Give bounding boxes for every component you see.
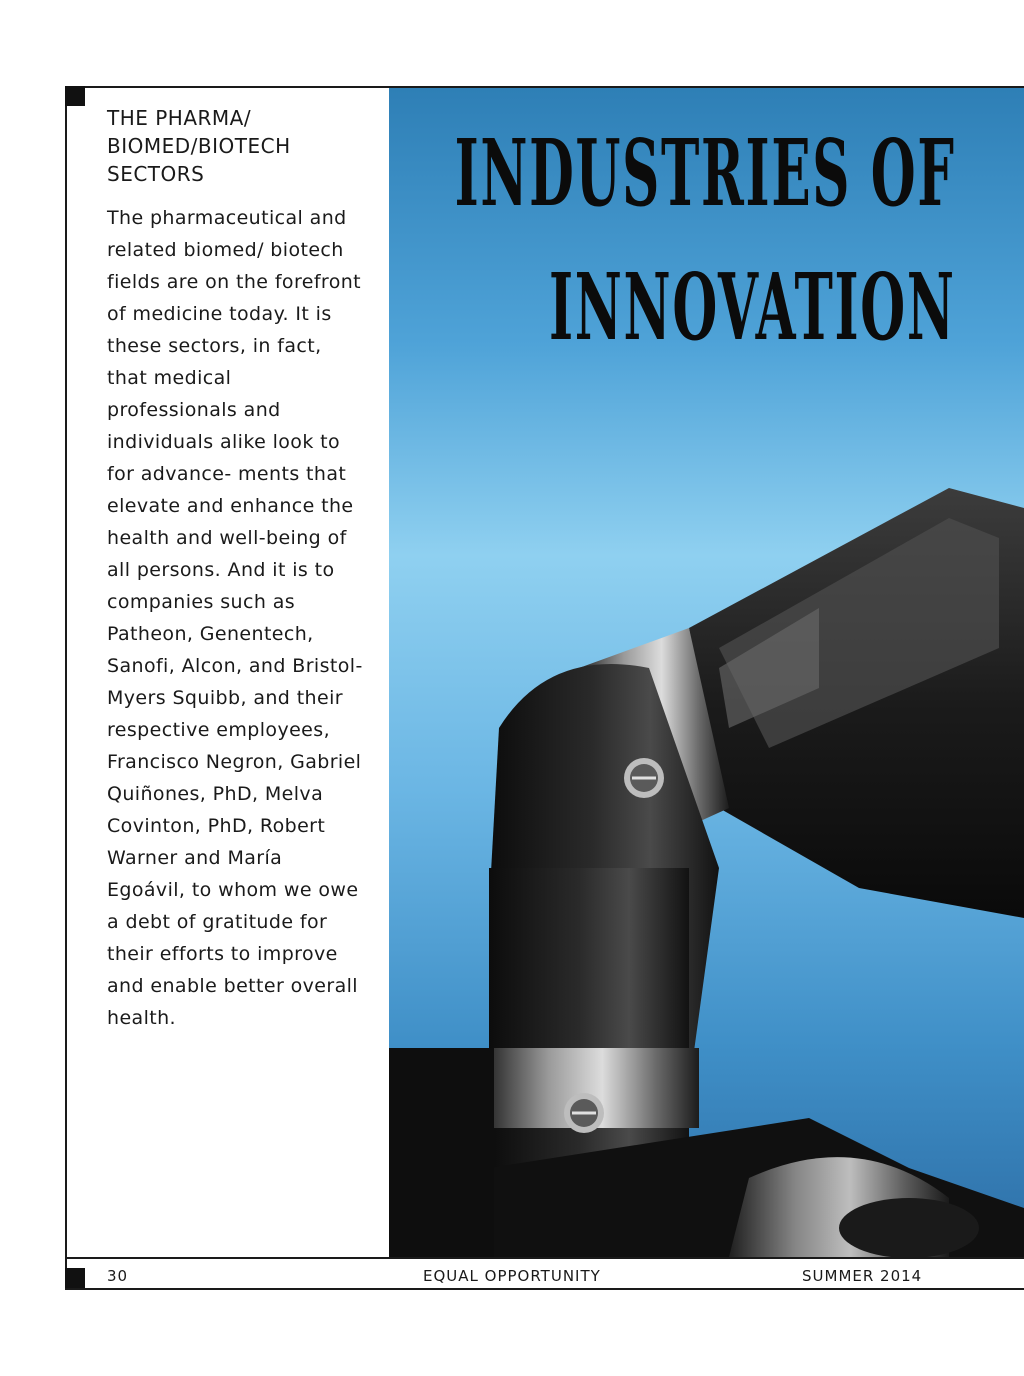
headline <box>389 106 956 374</box>
headline-line-1: INDUSTRIES OF <box>455 119 956 227</box>
magazine-name: EQUAL OPPORTUNITY <box>423 1267 601 1285</box>
page-number: 30 <box>107 1267 129 1285</box>
left-frame-rule <box>65 86 67 1290</box>
bottom-frame-rule <box>65 1288 1024 1290</box>
footer-divider <box>65 1257 1024 1259</box>
microscope-photo <box>389 88 1024 1257</box>
section-kicker: THE PHARMA/ BIOMED/BIOTECH SECTORS <box>107 106 291 186</box>
headline-line-2: INNOVATION <box>549 253 956 361</box>
sidebar-body-text: The pharmaceutical and related biomed/ biotech fields are on the forefront of medicine today. It is these sectors, in fact, that medical professionals and individuals alike look to for advance- ments that elevate and enhance the health and well-being of all persons. And it is to companies such as Patheon, Genentech, Sanofi, Alcon, and Bristol- Myers Squibb, and their respective employees, Francisco Negron, Gabriel Quiñones, PhD, Melva Covinton, PhD, Robert Warner and María Egoávil, to whom we owe a debt of gratitude for their efforts to improve and enable better overall health. <box>107 207 363 1029</box>
top-corner-block <box>65 86 85 106</box>
issue-date: SUMMER 2014 <box>802 1267 923 1285</box>
sidebar-column <box>107 104 382 1034</box>
bottom-corner-block <box>65 1268 85 1290</box>
